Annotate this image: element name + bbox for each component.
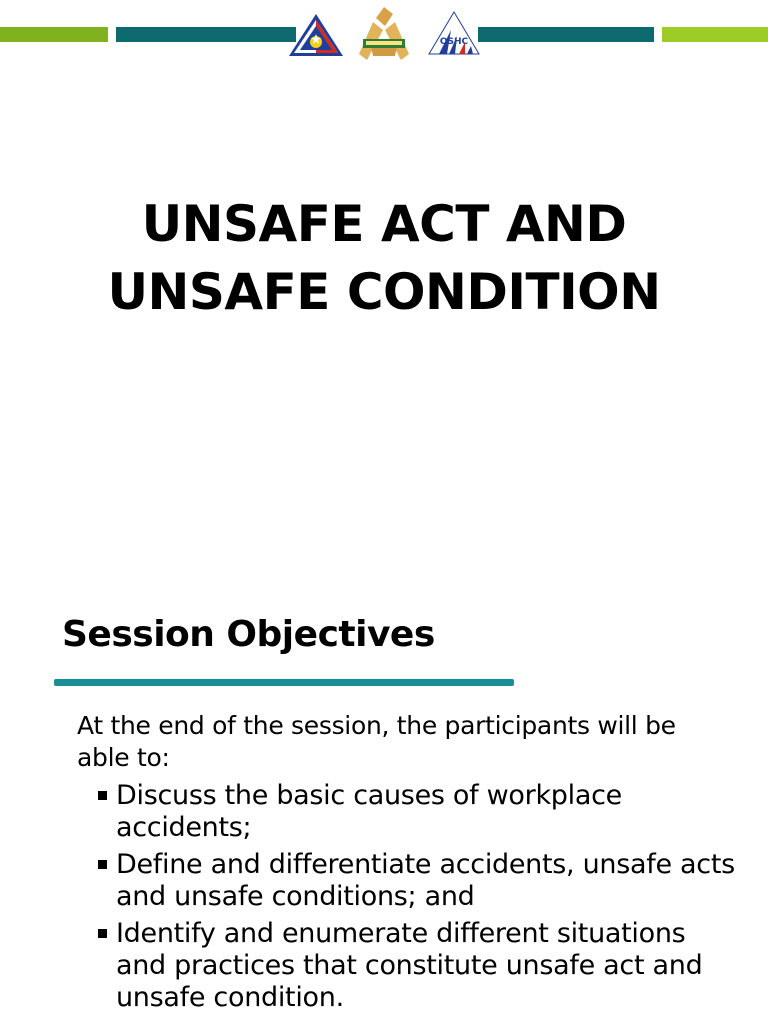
objective-text: Discuss the basic causes of workplace accidents; (116, 780, 622, 843)
objective-item (98, 918, 738, 1014)
header-stripe-teal-left (116, 27, 296, 42)
vision-logo-icon (357, 4, 411, 66)
header-bar (0, 0, 768, 70)
square-bullet-icon (98, 860, 107, 869)
section-heading: Session Objectives (62, 614, 435, 655)
objectives-list (98, 780, 738, 1019)
objective-item (98, 849, 738, 913)
square-bullet-icon (98, 791, 107, 800)
slide-title (0, 190, 768, 326)
header-stripe-green-right (662, 27, 768, 42)
square-bullet-icon (98, 929, 107, 938)
objectives-intro: At the end of the session, the participants will be able to: (77, 711, 676, 772)
slide-title-line-2: UNSAFE CONDITION (107, 263, 661, 321)
objective-text: Identify and enumerate different situations and practices that constitute unsafe act and unsafe condition. (116, 918, 703, 1013)
slide-title-line-1: UNSAFE ACT AND (141, 195, 627, 253)
dole-logo-icon (287, 12, 345, 58)
oshc-logo-icon (427, 10, 481, 58)
header-stripe-green-left (0, 27, 108, 42)
heading-underline (54, 679, 514, 686)
objective-text: Define and differentiate accidents, unsafe acts and unsafe conditions; and (116, 849, 735, 912)
oshc-logo-label: OSHC (439, 37, 469, 47)
objective-item (98, 780, 738, 844)
header-stripe-teal-right (478, 27, 654, 42)
